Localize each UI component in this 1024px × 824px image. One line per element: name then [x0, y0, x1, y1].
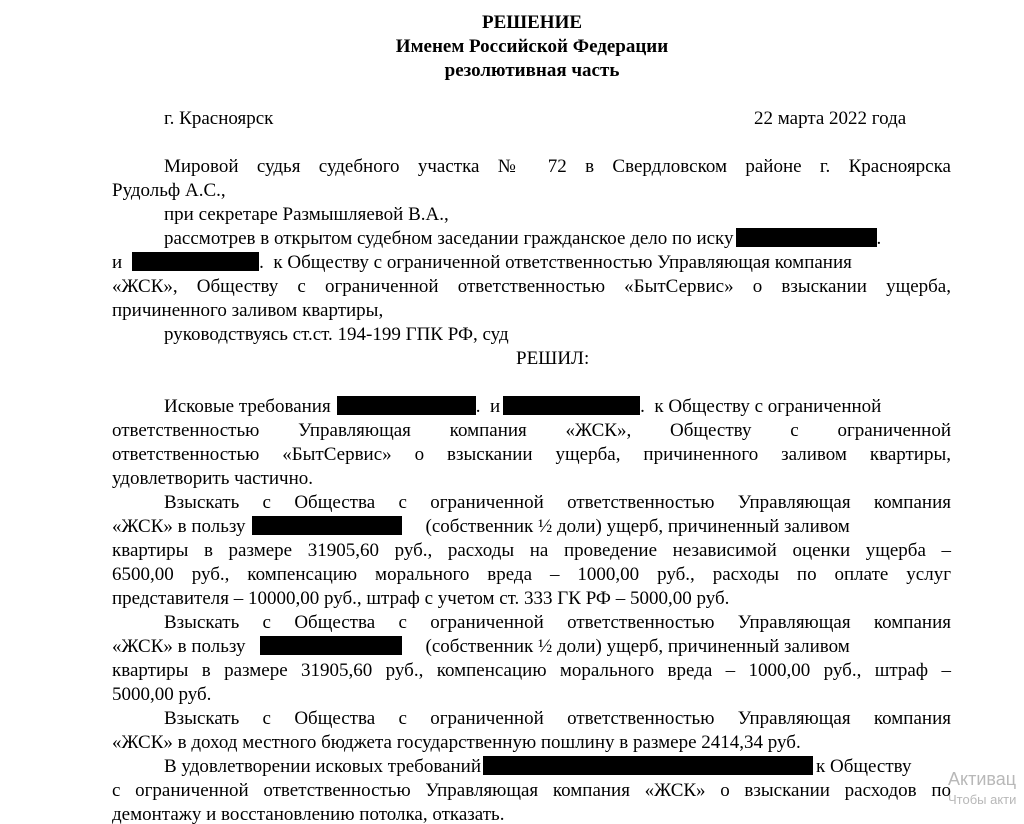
date: 22 марта 2022 года: [754, 108, 907, 129]
p1-line-2: ответственностью Управляющая компания «ЖСК», Обществу с ограниченной: [112, 420, 951, 441]
p1-line-1-start: Исковые требования: [164, 396, 331, 417]
intro-line-1: Мировой судья судебного участка № 72 в Свердловском районе г. Красноярска: [164, 156, 951, 177]
p1-line-4: удовлетворить частично.: [112, 468, 314, 489]
city: г. Красноярск: [164, 108, 274, 129]
p1-line-1-mid: . и: [475, 396, 501, 417]
intro-line-4-end: .: [876, 228, 882, 249]
redaction-block: [252, 516, 402, 535]
redaction-block: [483, 756, 813, 775]
p3-line-1: Взыскать с Общества с ограниченной ответственностью Управляющая компания: [164, 612, 951, 633]
intro-line-5-start: и: [112, 252, 123, 273]
resolved-heading: РЕШИЛ:: [516, 348, 590, 369]
p2-line-4: 6500,00 руб., компенсацию морального вреда – 1000,00 руб., расходы по оплате услуг: [112, 564, 951, 585]
p4-line-1: Взыскать с Общества с ограниченной ответственностью Управляющая компания: [164, 708, 951, 729]
doc-title: РЕШЕНИЕ: [481, 12, 583, 33]
p3-line-2: [112, 635, 850, 659]
p5-line-3: демонтажу и восстановлению потолка, отказать.: [112, 804, 505, 824]
p3-line-2-start: «ЖСК» в пользу: [112, 636, 246, 657]
redaction-block: [132, 252, 259, 271]
intro-line-5-end: . к Обществу с ограниченной ответственностью Управляющая компания: [259, 252, 852, 273]
activation-watermark: [948, 768, 1016, 808]
intro-line-7: причиненного заливом квартиры,: [112, 300, 384, 321]
p2-line-5: представителя – 10000,00 руб., штраф с учетом ст. 333 ГК РФ – 5000,00 руб.: [112, 588, 730, 609]
p2-line-1: Взыскать с Общества с ограниченной ответственностью Управляющая компания: [164, 492, 951, 513]
p1-line-1: [164, 395, 881, 419]
intro-line-4-text: рассмотрев в открытом судебном заседании гражданское дело по иску: [164, 228, 734, 249]
p2-line-2-end: (собственник ½ доли) ущерб, причиненный заливом: [425, 516, 850, 537]
redaction-block: [260, 636, 402, 655]
p5-line-1-start: В удовлетворении исковых требований: [164, 756, 482, 777]
p5-line-1-end: к Обществу: [816, 756, 912, 777]
p2-line-2-start: «ЖСК» в пользу: [112, 516, 246, 537]
intro-line-6: «ЖСК», Обществу с ограниченной ответственностью «БытСервис» о взыскании ущерба,: [112, 276, 951, 297]
redaction-block: [337, 396, 476, 415]
p3-line-2-end: (собственник ½ доли) ущерб, причиненный заливом: [425, 636, 850, 657]
p3-line-4: 5000,00 руб.: [112, 684, 212, 705]
watermark-line-2: Чтобы акти: [948, 792, 1017, 807]
watermark-line-1: Активац: [948, 769, 1017, 789]
p4-line-2: «ЖСК» в доход местного бюджета государственную пошлину в размере 2414,34 руб.: [112, 732, 801, 753]
p2-line-3: квартиры в размере 31905,60 руб., расходы на проведение независимой оценки ущерба –: [112, 540, 951, 561]
p5-line-1: [164, 755, 911, 779]
doc-part: резолютивная часть: [444, 60, 620, 81]
redaction-block: [736, 228, 877, 247]
p1-line-1-end: . к Обществу с ограниченной: [640, 396, 882, 417]
intro-line-3: при секретаре Размышляевой В.А.,: [164, 204, 449, 225]
redaction-block: [503, 396, 640, 415]
intro-line-5: [112, 251, 951, 275]
intro-line-8: руководствуясь ст.ст. 194-199 ГПК РФ, суд: [164, 324, 509, 345]
p1-line-3: ответственностью «БытСервис» о взыскании ущерба, причиненного заливом квартиры,: [112, 444, 951, 465]
intro-line-2: Рудольф А.С.,: [112, 180, 226, 201]
p5-line-2: с ограниченной ответственностью Управляющая компания «ЖСК» о взыскании расходов по: [112, 780, 951, 801]
p3-line-3: квартиры в размере 31905,60 руб., компенсацию морального вреда – 1000,00 руб., штраф –: [112, 660, 951, 681]
p2-line-2: [112, 515, 850, 539]
intro-line-4: [164, 227, 881, 251]
doc-subtitle: Именем Российской Федерации: [395, 36, 669, 57]
